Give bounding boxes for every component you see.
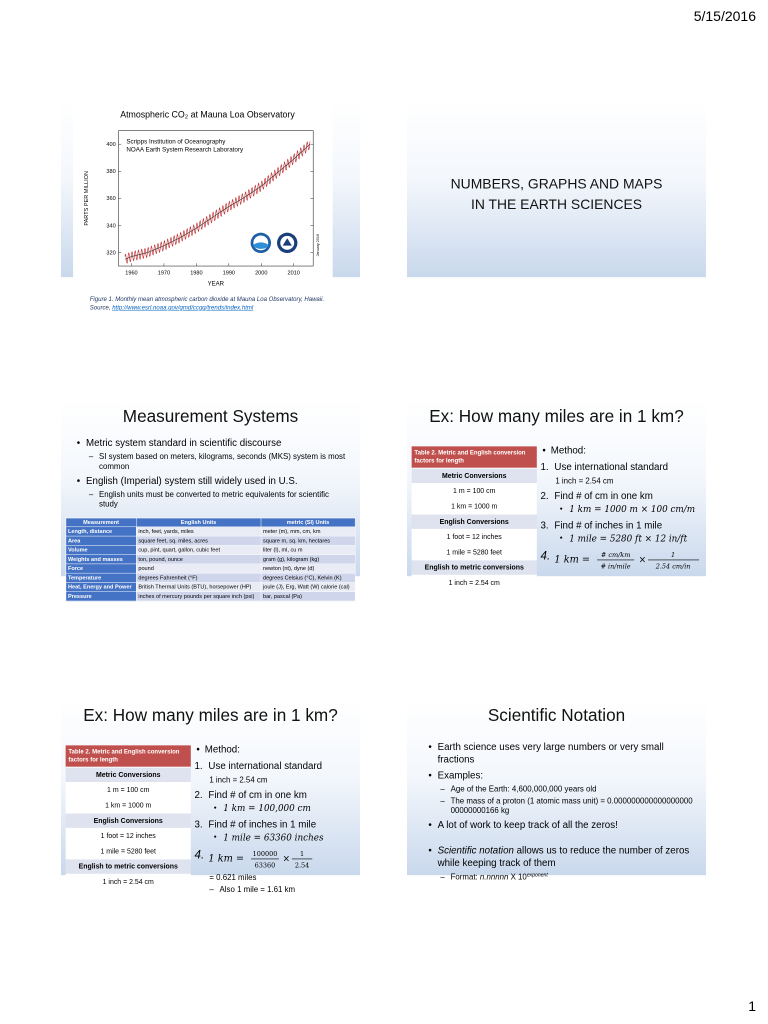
table-cell: degrees Fahrenheit (°F) <box>136 573 261 582</box>
sub-bullet: – Age of the Earth: 4,600,000,000 years old <box>426 784 695 794</box>
x-tick-label: 2010 <box>287 270 300 277</box>
y-tick-label: 340 <box>106 223 116 230</box>
table-cell: Pressure <box>66 592 136 601</box>
table-row <box>66 582 355 591</box>
table-cell: square m, sq. km, hectares <box>261 536 355 545</box>
chart-subtitle-2: NOAA Earth System Research Laboratory <box>126 146 244 154</box>
y-tick-label: 360 <box>106 196 116 203</box>
chart-side-note: January 2016 <box>315 233 320 257</box>
table-cell: inch, feet, yards, miles <box>136 527 261 536</box>
step-text: Find # of cm in one km <box>554 490 653 502</box>
eq-times: × <box>638 555 647 566</box>
step-2: 2. Find # of cm in one km <box>540 490 653 502</box>
doc-logo <box>277 233 297 253</box>
format-value: n.nnnnn <box>479 872 509 881</box>
step-2-equation: • 1 km = 1000 m × 100 cm/m <box>541 504 703 515</box>
table-cell: British Thermal Units (BTU), horsepower (HP) <box>136 582 261 591</box>
title-line-2: IN THE EARTH SCIENCES <box>470 196 643 213</box>
step-text: Find # of inches in 1 mile <box>554 520 663 531</box>
method-label: • Method: <box>195 744 357 756</box>
eq-f2-den: 2.54 cm/in <box>655 562 691 571</box>
x-tick-label: 1980 <box>190 270 203 277</box>
table-cell: newton (nt), dyne (d) <box>261 564 355 573</box>
bullet: • Examples: <box>426 769 695 782</box>
slide-measurement-systems[interactable] <box>61 400 360 600</box>
table-cell: 1 km = 1000 m <box>412 499 537 514</box>
table-cell: 1 mile = 5280 feet <box>412 545 537 560</box>
step-2: 2. Find # of cm in one km <box>194 789 307 801</box>
table-row <box>66 573 355 582</box>
x-tick-label: 1960 <box>125 270 138 277</box>
also-note: – Also 1 mile = 1.61 km <box>195 885 357 894</box>
bullet-list <box>74 433 348 509</box>
step-4-equation <box>208 848 319 870</box>
chart-subtitle-1: Scripps Institution of Oceanography <box>126 138 226 146</box>
table-cell: Force <box>66 564 136 573</box>
step-1-note: 1 inch = 2.54 cm <box>555 476 614 486</box>
result: = 0.621 miles <box>209 872 257 882</box>
format-label: Format: <box>450 872 480 881</box>
bullet: • A lot of work to keep track of all the zeros! <box>426 818 695 831</box>
step-1: 1. Use international standard <box>540 461 669 473</box>
slide-heading: Scientific Notation <box>487 705 626 725</box>
eq-lhs: 1 km = <box>208 853 245 865</box>
step-4: 4. 1 km = # cm/km # in/mile × 1 2.54 cm/in <box>541 549 703 571</box>
figure-caption <box>90 295 340 312</box>
caption-link[interactable]: http://www.esrl.noaa.gov/gmd/ccgg/trends/index.html <box>112 303 254 311</box>
table-section-title: English Conversions <box>66 813 191 828</box>
table-cell: ton, pound, ounce <box>136 555 261 564</box>
y-tick-label: 400 <box>106 142 116 149</box>
table-cell: Volume <box>66 545 136 554</box>
table-row <box>66 527 355 536</box>
table-cell: 1 mile = 5280 feet <box>66 844 191 859</box>
chart-title: Atmospheric CO₂ at Mauna Loa Observatory <box>120 109 295 120</box>
caption-text: Figure 1. Monthly mean atmospheric carbon dioxide at Mauna Loa Observatory, Hawaii. Source, <box>89 295 325 311</box>
co2-figure <box>73 104 333 289</box>
eq-times: × <box>282 854 290 865</box>
table-cell: 1 km = 1000 m <box>66 798 191 813</box>
step-3-equation: • 1 mile = 63360 inches <box>195 833 357 844</box>
step-1: 1. Use international standard <box>194 760 323 772</box>
eq-f2-num: 1 <box>300 850 305 859</box>
table-cell: 1 foot = 12 inches <box>66 828 191 843</box>
method-label: • Method: <box>541 445 703 457</box>
slide-co2-chart[interactable] <box>61 101 360 311</box>
slide-title-text <box>426 174 688 214</box>
table-cell: 1 inch = 2.54 cm <box>412 575 537 590</box>
slide-scientific-notation[interactable] <box>407 699 706 881</box>
x-axis-label: YEAR <box>207 281 225 288</box>
sub-bullet-format <box>426 872 695 882</box>
slide-heading: Ex: How many miles are in 1 km? <box>429 406 684 426</box>
eq-f1-den: # in/mile <box>600 562 631 571</box>
y-axis-label: PARTS PER MILLION <box>83 171 90 226</box>
eq-f2-den: 2.54 <box>294 861 310 870</box>
bullet: • Earth science uses very large numbers or very small fractions <box>426 741 695 766</box>
bullet-rest: allows us to reduce the number of zeros while keeping track of them <box>437 845 690 869</box>
table-section-title: English to metric conversions <box>412 560 537 575</box>
slide-heading: Measurement Systems <box>122 406 299 426</box>
slide-title[interactable] <box>407 101 706 277</box>
format-exponent: exponent <box>526 871 548 878</box>
x-tick-label: 2000 <box>255 270 268 277</box>
table-cell: 1 m = 100 cm <box>66 782 191 797</box>
step-3: 3. Find # of inches in 1 mile <box>194 819 317 830</box>
table-cell: degrees Celsius (°C), Kelvin (K) <box>261 573 355 582</box>
eq-f1-num: # cm/km <box>600 551 631 560</box>
step-1-note: 1 inch = 2.54 cm <box>209 775 268 785</box>
table-row <box>66 555 355 564</box>
bullet <box>426 844 695 869</box>
table-cell: meter (m), mm, cm, km <box>261 527 355 536</box>
x-tick-label: 1990 <box>222 270 235 277</box>
table-row <box>66 592 355 601</box>
step-text: Use international standard <box>554 461 669 473</box>
table-caption: Table 2. Metric and English conversion factors for length <box>412 446 537 468</box>
method-list <box>195 744 357 895</box>
slide-heading: Ex: How many miles are in 1 km? <box>83 705 338 725</box>
co2-chart <box>73 104 333 289</box>
sub-bullet: – The mass of a proton (1 atomic mass unit) = 0.00000000000000000000000000166 kg <box>426 796 695 816</box>
table-header: Measurement <box>66 518 136 527</box>
bullet-list <box>426 738 695 882</box>
step-3: 3. Find # of inches in 1 mile <box>540 520 663 531</box>
table-cell: pound <box>136 564 261 573</box>
page-number: 1 <box>748 998 756 1014</box>
slide-miles-example-1[interactable] <box>407 400 706 587</box>
table-row <box>66 536 355 545</box>
table-cell: cup, pint, quart, gallon, cubic feet <box>136 545 261 554</box>
step-2-equation: • 1 km = 100,000 cm <box>195 803 357 814</box>
table-cell: Area <box>66 536 136 545</box>
step-3-equation: • 1 mile = 5280 ft × 12 in/ft <box>541 534 703 545</box>
conversion-table <box>412 446 537 591</box>
table-cell: liter (l), ml, cu m <box>261 545 355 554</box>
table-cell: bar, pascal (Pa) <box>261 592 355 601</box>
table-cell: Heat, Energy and Power <box>66 582 136 591</box>
table-header-row <box>66 518 355 527</box>
eq-f1-den: 63360 <box>254 861 276 870</box>
eq-lhs: 1 km = <box>554 554 591 566</box>
table-section-title: Metric Conversions <box>412 468 537 483</box>
noaa-logo <box>251 233 271 253</box>
table-cell: Weights and masses <box>66 555 136 564</box>
method-list <box>541 445 703 572</box>
table-cell: gram (g), kilogram (kg) <box>261 555 355 564</box>
sub-bullet: – SI system based on meters, kilograms, seconds (MKS) system is most common <box>74 452 348 472</box>
units-table <box>66 518 356 601</box>
bullet: • Metric system standard in scientific discourse <box>74 437 348 450</box>
y-tick-label: 380 <box>106 169 116 176</box>
eq-f2-num: 1 <box>671 551 676 560</box>
step-text: Find # of inches in 1 mile <box>208 819 317 830</box>
title-line-1: NUMBERS, GRAPHS AND MAPS <box>450 176 663 192</box>
table-cell: 1 m = 100 cm <box>412 483 537 498</box>
table-cell: 1 foot = 12 inches <box>412 529 537 544</box>
table-cell: square feet, sq. miles, acres <box>136 536 261 545</box>
table-cell: inches of mercury pounds per square inch (psi) <box>136 592 261 601</box>
table-section-title: English to metric conversions <box>66 859 191 874</box>
step-text: Find # of cm in one km <box>208 789 307 801</box>
table-cell: 1 inch = 2.54 cm <box>66 874 191 889</box>
y-tick-label: 320 <box>106 250 116 257</box>
step-4-equation <box>554 549 707 571</box>
table-cell: Length, distance <box>66 527 136 536</box>
table-caption: Table 2. Metric and English conversion factors for length <box>66 745 191 767</box>
page-date: 5/15/2016 <box>693 8 756 24</box>
slide-miles-example-2[interactable] <box>61 699 360 894</box>
table-section-title: English Conversions <box>412 514 537 529</box>
x-tick-label: 1970 <box>157 270 171 277</box>
term-scientific-notation: Scientific notation <box>437 845 514 856</box>
eq-f1-num: 100000 <box>252 850 278 859</box>
table-row <box>66 564 355 573</box>
format-times: X 10 <box>508 872 527 881</box>
table-header: English Units <box>136 518 261 527</box>
bullet: • English (Imperial) system still widely used in U.S. <box>74 475 348 488</box>
table-header: metric (SI) Units <box>261 518 355 527</box>
step-4: 4. 1 km = 100000 63360 × 1 2.54 <box>195 848 357 870</box>
step-text: Use international standard <box>208 760 323 772</box>
sub-bullet: – English units must be converted to metric equivalents for scientific study <box>74 490 348 510</box>
conversion-table <box>66 745 191 890</box>
table-cell: joule (J), Erg, Watt (W) calorie (cal) <box>261 582 355 591</box>
table-cell: Temperature <box>66 573 136 582</box>
table-row <box>66 545 355 554</box>
table-section-title: Metric Conversions <box>66 767 191 782</box>
